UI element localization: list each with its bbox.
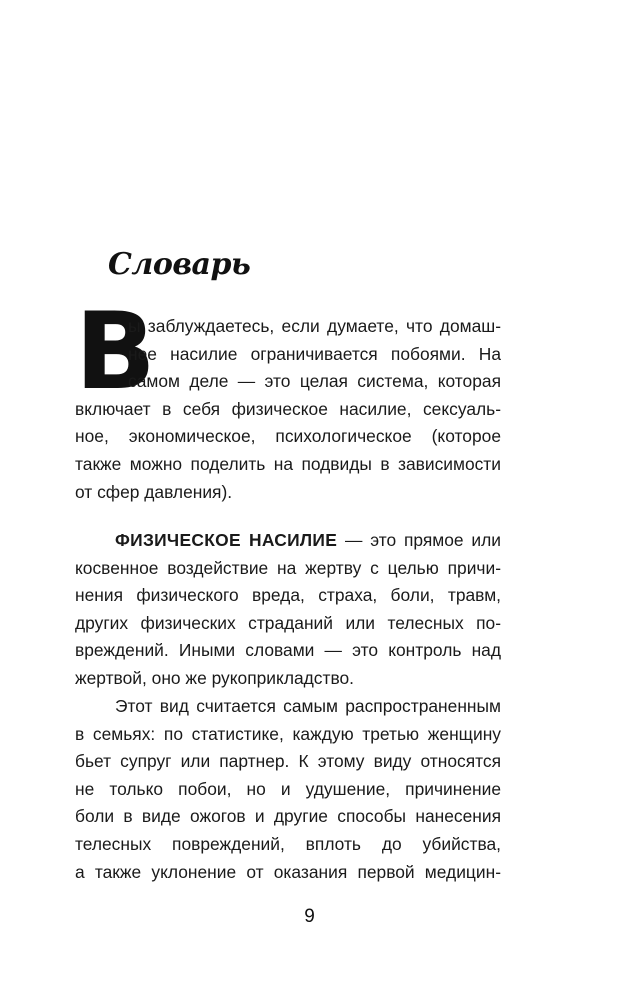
paragraph-line: в семьях: по статистике, каждую третью женщину bbox=[75, 723, 501, 744]
intro-line: также можно поделить на подвиды в зависимости bbox=[75, 453, 501, 474]
definition-line: косвенное воздействие на жертву с целью причи- bbox=[75, 557, 501, 578]
intro-line: ы заблуждаетесь, если думаете, что домаш- bbox=[128, 316, 501, 336]
intro-paragraph bbox=[75, 290, 501, 506]
paragraph-line: Этот вид считается самым распространенным bbox=[115, 696, 501, 716]
paragraph-line: телесных повреждений, вплоть до убийства, bbox=[75, 833, 501, 854]
paragraph-line: боли в виде ожогов и другие способы нанесения bbox=[75, 806, 501, 827]
intro-line: ное, экономическое, психологическое (которое bbox=[75, 426, 501, 447]
intro-line: от сфер давления). bbox=[75, 481, 233, 502]
paragraph-line: бьет супруг или партнер. К этому виду относятся bbox=[75, 751, 501, 772]
paragraph-line: не только побои, но и удушение, причинение bbox=[75, 778, 501, 799]
intro-line: включает в себя физическое насилие, сексуаль- bbox=[75, 398, 501, 419]
page-number: 9 bbox=[304, 906, 315, 927]
statistics-paragraph bbox=[75, 693, 501, 886]
definition-first-line bbox=[75, 527, 501, 555]
definition-line: нения физического вреда, страха, боли, травм, bbox=[75, 585, 501, 606]
definition-line: жертвой, оно же рукоприкладство. bbox=[75, 667, 354, 688]
term-definition-start: — это прямое или bbox=[337, 530, 501, 550]
drop-cap: В bbox=[75, 290, 156, 413]
term-heading: ФИЗИЧЕСКОЕ НАСИЛИЕ bbox=[115, 530, 338, 550]
intro-line: нее насилие ограничивается побоями. На bbox=[128, 343, 501, 364]
intro-line: самом деле — это целая система, которая bbox=[128, 371, 501, 392]
physical-violence-paragraph bbox=[75, 527, 501, 693]
definition-line: других физических страданий или телесных по- bbox=[75, 612, 501, 633]
chapter-title: Словарь bbox=[108, 247, 251, 282]
definition-line: вреждений. Иными словами — это контроль над bbox=[75, 640, 501, 661]
paragraph-line: а также уклонение от оказания первой медицин- bbox=[75, 861, 501, 882]
